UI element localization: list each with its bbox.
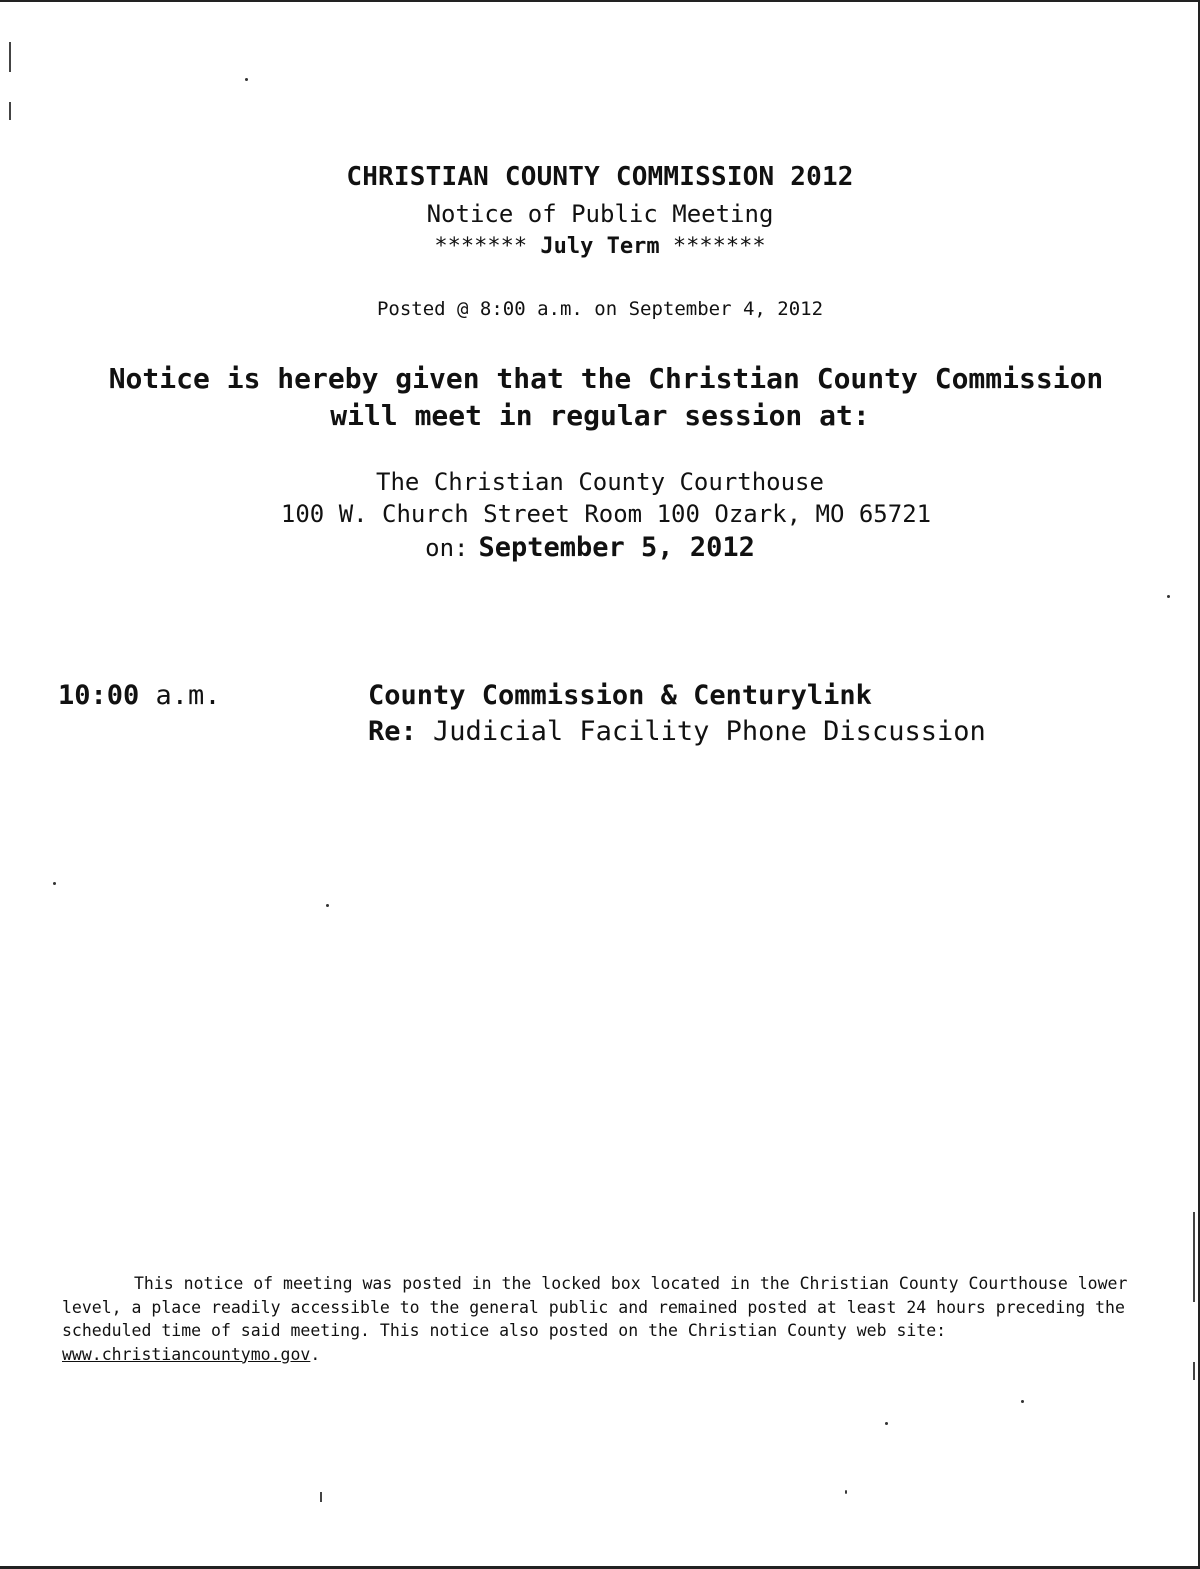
agenda-time-ampm: a.m. [155,680,221,711]
scan-mark [320,1492,322,1502]
agenda-time [58,680,221,711]
term-stars-left: ******* [434,234,528,259]
term-line [0,234,1200,259]
term-label: July Term [540,234,660,259]
meeting-date: September 5, 2012 [478,532,755,563]
scan-mark [1193,1212,1195,1302]
regarding-label: Re: [368,716,417,747]
scan-speck [885,1422,888,1425]
notice-line-1: Notice is hereby given that the Christian County Commission [108,362,1104,395]
scan-speck [326,904,329,907]
posting-statement-end: . [310,1344,321,1364]
posting-statement-text: This notice of meeting was posted in the locked box located in the Christian County Courthouse lower level, a place readily accessible to the general public and remained posted at least 24 hours preceding the scheduled time of said meeting. This notice also posted on the Christian County web site: [62,1274,1128,1340]
scan-speck [1167,595,1170,598]
website-link[interactable]: www.christiancountymo.gov [62,1344,311,1364]
scan-mark [9,102,11,120]
meeting-date-line [0,532,1190,563]
location-building: The Christian County Courthouse [376,468,824,496]
term-stars-right: ******* [672,234,766,259]
notice-line-2: will meet in regular session at: [330,399,870,432]
agenda-item [368,678,986,750]
scan-speck [53,882,56,885]
agenda-item-regarding [368,714,986,750]
scan-speck [245,78,248,81]
scan-speck [845,1490,847,1494]
on-label: on: [425,534,469,562]
agenda-item-title: County Commission & Centurylink [368,680,872,711]
document-title: CHRISTIAN COUNTY COMMISSION 2012 [346,162,854,192]
document-subtitle: Notice of Public Meeting [426,200,774,228]
posting-statement [62,1272,1152,1366]
agenda-time-value: 10:00 [58,680,140,711]
scan-mark [1193,1362,1195,1380]
scan-speck [1021,1400,1024,1403]
location-address: 100 W. Church Street Room 100 Ozark, MO 65721 [280,500,932,528]
posted-timestamp: Posted @ 8:00 a.m. on September 4, 2012 [376,298,824,320]
regarding-text: Judicial Facility Phone Discussion [433,716,986,747]
scan-mark [9,42,11,72]
